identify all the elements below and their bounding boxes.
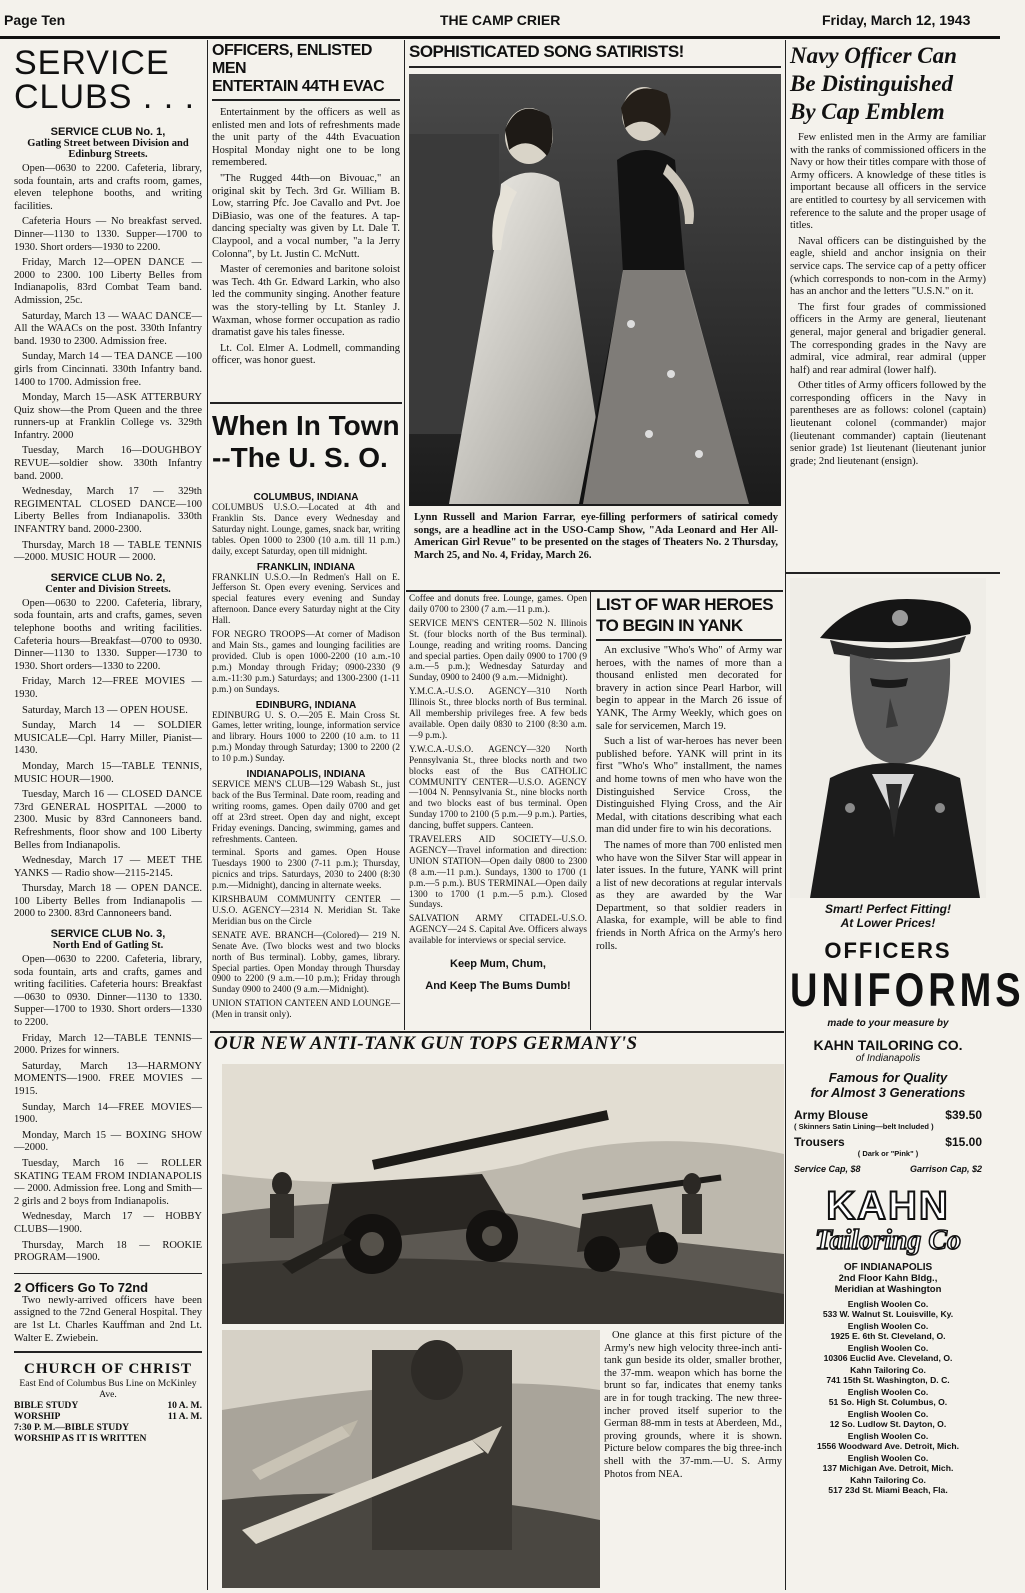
officers-72nd-article	[14, 1273, 202, 1345]
branch-name: English Woolen Co.	[847, 1453, 929, 1463]
antitank-gun-photo	[222, 1064, 784, 1324]
price-list	[790, 1108, 986, 1174]
heading-line: SERVICE	[14, 44, 170, 82]
evac-headline	[212, 42, 400, 101]
paragraph: Tuesday, March 16—DOUGHBOY REVUE—soldier show. 330th Infantry band. 2000.	[14, 445, 202, 482]
column-rule	[207, 40, 208, 1590]
officer-illustration	[790, 578, 986, 898]
branch	[790, 1409, 986, 1429]
officer-art	[790, 578, 986, 898]
navy-body	[790, 132, 986, 468]
uso-city: EDINBURG, INDIANA	[255, 699, 357, 711]
paragraph: Sunday, March 14 — TEA DANCE —100 girls from Cincinnati. 330th Infantry band. 1400 to 1700. Admission free.	[14, 351, 202, 388]
paragraph: Cafeteria Hours — No breakfast served. Dinner—1130 to 1330. Supper—1700 to 1930. Short orders—1930 to 2200.	[14, 216, 202, 253]
uso-item: FOR NEGRO TROOPS—At corner of Madison and Main Sts., games and lounging facilities are provided. Club is open 1000-2200 (10 a.m.-10 p.m.) Monday through Friday; 0900-2330 (9 a.m.-11:30 p.m.) Saturdays; and 1300-2300 (1-11 p.m.) on Sundays.	[212, 630, 400, 695]
paragraph: Master of ceremonies and baritone soloist was Tech. 4th Gr. Edward Larkin, who also led the community singing. Another feature was the story-telling by Lt. Stanley J. Waxman, whose former occupation as radio dramatist gave his tales finesse.	[212, 264, 400, 339]
paragraph: Lt. Col. Elmer A. Lodmell, commanding officer, was honor guest.	[212, 342, 400, 367]
paragraph: Wednesday, March 17 — HOBBY CLUBS—1900.	[14, 1211, 202, 1235]
branch-name: English Woolen Co.	[847, 1321, 929, 1331]
keep-mum-line: And Keep The Bums Dumb!	[425, 980, 571, 992]
headline-line: Navy Officer Can	[790, 43, 957, 68]
club2-title: SERVICE CLUB No. 2,	[50, 571, 166, 584]
paragraph: Such a list of war-heroes has never been published before. YANK will print in its first "Who's Who" installment, the names and home towns of men who have won the Distinguished Service Cross, the Distinguished Flying Cross, and the Air Medal, with citations describing what each man did under fire to win his decorations.	[596, 736, 782, 836]
paragraph: Friday, March 12—FREE MOVIES —1930.	[14, 676, 202, 700]
uso-item: FRANKLIN U.S.O.—In Redmen's Hall on E. Jefferson St. Open every evening. Services and special features every evening and Sunday afternoon. Dance every Saturday night at the City Hall.	[212, 572, 400, 627]
evac-article	[212, 42, 400, 400]
uso-item: Y.M.C.A.-U.S.O. AGENCY—310 North Illinois St., three blocks north of Bus terminal. All membership privileges free. A few beds available. Open daily 0830 to 2100 (8:30 a.m.—9 p.m.).	[409, 687, 587, 741]
paragraph: "The Rugged 44th—on Bivouac," an original skit by Tech. 3rd Gr. William B. Low, starring Pfc. Joe Cavallo and Pvt. Joe DiBiasio, was one of the features. A tap-dancing specialty was given by Lt. Dale T. Claypool, and a vocal number, "a la Jerry Colonna", by Lt. Justin C. McNutt.	[212, 172, 400, 260]
club1-title: SERVICE CLUB No. 1,	[50, 126, 166, 138]
service-cap-price: Service Cap, $8	[794, 1164, 861, 1174]
paragraph: The names of more than 700 enlisted men who have won the Silver Star will appear in later issues. In the future, YANK will print a list of new decorations at regular intervals as they are awarded by the War Department, so that soldier readers in Alaska, for example, will be able to find friends in North Africa on the Army's hero rolls.	[596, 839, 782, 952]
paragraph: Wednesday, March 17 — MEET THE YANKS — Radio show—2115-2145.	[14, 855, 202, 879]
paragraph: Monday, March 15 — BOXING SHOW—2000.	[14, 1129, 202, 1154]
club2-body	[14, 598, 202, 921]
paragraph: Saturday, March 13—HARMONY MOMENTS—1900. FREE MOVIES —1915.	[14, 1060, 202, 1097]
church-line-left: WORSHIP	[14, 1411, 61, 1423]
uso-item: terminal. Sports and games. Open House Tuesdays 1900 to 2300 (7-11 p.m.); Thursday, picnics and trips. Saturdays, 2030 to 2400 (8:30 p.m.—Midnight), dancing in alternate weeks.	[212, 848, 400, 892]
church-line	[14, 1422, 202, 1433]
branch-address: 137 Michigan Ave. Detroit, Mich.	[822, 1463, 954, 1473]
club1-subtitle: Gatling Street between Division and Edinburg Streets.	[27, 138, 189, 160]
branch-address: 12 So. Ludlow St. Dayton, O.	[829, 1419, 947, 1429]
branch-address: 1556 Woodward Ave. Detroit, Mich.	[817, 1441, 959, 1451]
branch-address: 10306 Euclid Ave. Cleveland, O.	[823, 1353, 953, 1363]
ad-address: 2nd Floor Kahn Bldg.,	[838, 1273, 938, 1284]
paragraph: Thursday, March 18 — TABLE TENNIS—2000. MUSIC HOUR — 2000.	[14, 539, 202, 564]
branch-name: Kahn Tailoring Co.	[850, 1475, 926, 1485]
column-rule	[590, 590, 591, 1030]
kahn-ad	[790, 902, 1025, 1588]
logo-tailoring: Tailoring Co	[814, 1225, 961, 1256]
branch	[790, 1453, 986, 1473]
paragraph: An exclusive "Who's Who" of Army war heroes, with the names of more than a thousand enlisted men decorated for bravery in action since Pearl Harbor, will begin to appear in the March 26 issue of YANK, The Army Weekly, which goes on sale for servicemen, March 19.	[596, 645, 782, 732]
ad-tagline: Smart! Perfect Fitting!	[824, 902, 951, 916]
branch-name: English Woolen Co.	[847, 1387, 929, 1397]
branch	[790, 1343, 986, 1363]
paragraph: Few enlisted men in the Army are familiar with the ranks of commissioned officers in the Navy or how their titles compare with those of Army officers. A knowledge of these titles is important because all officers in the service are entitled to courtesy by all servicemen with reference to the salute and the proper usage of titles.	[790, 132, 986, 232]
uso-item: KIRSHBAUM COMMUNITY CENTER —U.S.O. AGENCY—2314 N. Meridian St. Take Meridian bus on the Circle	[212, 895, 400, 927]
shells-photo	[222, 1330, 600, 1588]
paragraph: Monday, March 15—TABLE TENNIS, MUSIC HOUR—1900.	[14, 760, 202, 785]
uso-item: Y.W.C.A.-U.S.O. AGENCY—320 North Pennsylvania St., three blocks north and two blocks east of the Bus CATHOLIC COMMUNITY CENTER—U.S.O. AGENCY—1004 N. Pennsylvania St., nine blocks north and two blocks east of bus terminal. Open Sunday 1700 to 2100 (5 p.m.—9 p.m.). Parties, dancing, buffet suppers. Canteen.	[409, 744, 587, 832]
price-label: Army Blouse	[794, 1108, 869, 1122]
war-heroes-headline	[596, 594, 782, 641]
branch	[790, 1475, 986, 1495]
antitank-gun-art	[222, 1064, 784, 1324]
branch-name: English Woolen Co.	[847, 1431, 929, 1441]
satirists-headline: SOPHISTICATED SONG SATIRISTS!	[409, 42, 781, 68]
branch	[790, 1431, 986, 1451]
column-rule	[785, 40, 786, 1590]
paragraph: Thursday, March 18 — ROOKIE PROGRAM—1900.	[14, 1239, 202, 1264]
uso-item: SERVICE MEN'S CENTER—502 N. Illinois St. (four blocks north of the Bus terminal). Lounge, reading and writing rooms. Dancing and special parties. Open daily 0900 to 1700 (9 a.m.—5 p.m.); Wednesday Saturday and Sunday, 0900 to 2400 (9 a.m.—Midnight).	[409, 618, 587, 684]
club3-body	[14, 954, 202, 1265]
ad-famous: Famous for Quality	[828, 1070, 948, 1085]
headline-line: OFFICERS, ENLISTED MEN	[212, 42, 372, 77]
paragraph: Naval officers can be distinguished by the eagle, shield and anchor insignia on their service caps. The service cap of a petty officer (which corresponds to non-com in the Army) has an anchor and the letters "U.S.N." on it.	[790, 235, 986, 298]
branch-address: 741 15th St. Washington, D. C.	[826, 1375, 950, 1385]
ad-tagline: At Lower Prices!	[840, 916, 936, 930]
branch	[790, 1299, 986, 1319]
satirists-headline-wrap	[409, 42, 781, 72]
church-line	[14, 1433, 202, 1444]
ad-company: KAHN TAILORING CO.	[813, 1037, 963, 1053]
page-label: Page Ten	[4, 12, 66, 28]
paragraph: Wednesday, March 17 — 329th REGIMENTAL CLOSED DANCE—100 Liberty Belles from Indianapolis. 330th INFANTRY band. 2000-2300.	[14, 486, 202, 536]
church-name: CHURCH OF CHRIST	[24, 1361, 192, 1378]
paragraph: Open—0630 to 2200. Cafeteria, library, soda fountain, arts and crafts, games, seven telephone booths and writing facilities. Cafeteria hours—Breakfast—0700 to 0930. Dinner—1130 to 1330. Supper—1730 to 1930. Short orders—1330 to 2200.	[14, 597, 202, 672]
headline-line: ENTERTAIN 44TH EVAC	[212, 78, 385, 95]
uso-heading	[212, 410, 402, 488]
branch	[790, 1365, 986, 1385]
church-line-left: WORSHIP AS IT IS WRITTEN	[14, 1433, 147, 1445]
ad-officers: OFFICERS	[824, 938, 952, 963]
paper-name: THE CAMP CRIER	[440, 12, 561, 28]
church-line-right: 10 A. M.	[167, 1400, 202, 1412]
ad-city-small: of Indianapolis	[855, 1053, 921, 1064]
branch-address: 533 W. Walnut St. Louisville, Ky.	[822, 1309, 954, 1319]
column-rule	[404, 40, 405, 1030]
paragraph: Tuesday, March 16 — CLOSED DANCE 73rd GENERAL HOSPITAL —2000 to 2300. Music by 83rd Cannoneers band. Refreshments, floor show and 100 Liberty Belles from Indianapolis.	[14, 789, 202, 851]
satirists-photo-art	[409, 74, 781, 506]
headline-line: By Cap Emblem	[790, 99, 945, 124]
club2-subtitle: Center and Division Streets.	[45, 583, 171, 595]
headline-line: LIST OF WAR HEROES	[596, 595, 774, 614]
uso-item: SALVATION ARMY CITADEL-U.S.O. AGENCY—24 S. Capital Ave. Officers always available for interviews or special service.	[409, 914, 587, 947]
antitank-caption: One glance at this first picture of the Army's new high velocity three-inch anti-tank gun beside its older, smaller brother, the 37-mm. weapon which has borne the brunt so far, indicates that enemy tanks are in for tough tracking. The new three-incher proved itself superior to the German 88-mm in tests at Aberdeen, Md., proving grounds, where it is shown. Picture below compares the big three-inch shell with the 37-mm.—U. S. Army Photos from NEA.	[604, 1330, 782, 1480]
branch-name: English Woolen Co.	[847, 1343, 929, 1353]
church-line-left: 7:30 P. M.—BIBLE STUDY	[14, 1422, 130, 1434]
uso-column-2	[409, 594, 587, 947]
service-clubs-heading	[14, 46, 202, 114]
church-notice	[14, 1351, 202, 1444]
branch-list	[790, 1299, 986, 1495]
branch-name: English Woolen Co.	[847, 1299, 929, 1309]
headline-line: Be Distinguished	[790, 71, 953, 96]
keep-mum-line: Keep Mum, Chum,	[450, 958, 546, 970]
ad-uniforms: UNIFORMS	[790, 964, 1025, 1018]
uso-city: FRANKLIN, INDIANA	[256, 561, 356, 573]
paragraph: Friday, March 12—OPEN DANCE —2000 to 2300. 100 Liberty Belles from Indianapolis, 83rd Combat Team band. Admission, 25c.	[14, 257, 202, 306]
satirists-photo	[409, 74, 781, 506]
kahn-logo	[790, 1186, 986, 1256]
heading-line: CLUBS . . .	[14, 78, 196, 116]
uso-heading-line: --The U. S. O.	[212, 442, 388, 473]
section-rule	[406, 590, 783, 592]
ad-rule	[786, 572, 1000, 574]
paragraph: Saturday, March 13 — WAAC DANCE—All the WAACs on the post. 330th Infantry band. 1930 to 2300. Admission free.	[14, 310, 202, 347]
cap-prices	[794, 1164, 982, 1174]
paragraph: Monday, March 15—ASK ATTERBURY Quiz show—the Prom Queen and the three runners-up at Franklin College vs. 329th Infantry. 2000	[14, 392, 202, 441]
service-clubs-column	[14, 46, 202, 1590]
paragraph: Thursday, March 18 — OPEN DANCE. 100 Liberty Belles from Indianapolis — 2000 to 2300. 83rd Cannoneers band.	[14, 883, 202, 920]
church-line	[14, 1411, 202, 1422]
navy-article	[790, 42, 986, 467]
masthead	[0, 0, 1000, 39]
branch-address: 1925 E. 6th St. Cleveland, O.	[830, 1331, 946, 1341]
antitank-headline: OUR NEW ANTI-TANK GUN TOPS GERMANY'S	[214, 1033, 638, 1054]
branch-name: English Woolen Co.	[847, 1409, 929, 1419]
war-heroes-article	[596, 594, 782, 1030]
branch-address: 517 23d St. Miami Beach, Fla.	[828, 1485, 948, 1495]
club3-title: SERVICE CLUB No. 3,	[50, 928, 166, 941]
issue-date: Friday, March 12, 1943	[822, 12, 971, 28]
section-rule	[210, 402, 402, 404]
paragraph: Open—0630 to 2200. Cafeteria, library, soda fountain, arts and crafts, games and writing facilities. Cafeteria hours: Breakfast—0630 to 0930. Dinner—1130 to 1330. Supper—1700 to 1930. Short orders—1330 to 2200.	[14, 954, 202, 1029]
ad-city: OF INDIANAPOLIS	[843, 1262, 933, 1273]
officers-72nd-headline: 2 Officers Go To 72nd	[14, 1279, 149, 1295]
paragraph: The first four grades of commissioned officers in the Army are general, lieutenant general, major general and brigadier general. The corresponding grades in the Navy are admiral, vice admiral, rear admiral (upper half) and rear admiral (lower half).	[790, 301, 986, 376]
uso-item: COLUMBUS U.S.O.—Located at 4th and Franklin Sts. Dance every Wednesday and Saturday night. Lounge, games, snack bar, writing tables. Open 1000 to 2300 (10 a.m. till 11 p.m.) daily, except Saturday, open till midnight.	[212, 503, 400, 557]
keep-mum-box	[409, 952, 587, 1024]
uso-item: EDINBURG U. S. O.—205 E. Main Cross St. Games, letter writing, lounge, information service and library. Hours 1000 to 2200 (10 a.m. to 11 p.m.) Monday through Saturday; 1300 to 2200 (2 to 10 p.m.) Sunday.	[212, 710, 400, 765]
branch	[790, 1321, 986, 1341]
navy-headline	[790, 42, 986, 126]
church-line	[14, 1400, 202, 1411]
headline-line: TO BEGIN IN YANK	[596, 616, 743, 635]
garrison-cap-price: Garrison Cap, $2	[909, 1164, 982, 1174]
branch-address: 51 So. High St. Columbus, O.	[828, 1397, 948, 1407]
branch-name: Kahn Tailoring Co.	[850, 1365, 926, 1375]
price-note: ( Dark or "Pink" )	[857, 1149, 919, 1158]
price-value: $15.00	[945, 1135, 982, 1149]
church-location: East End of Columbus Bus Line on McKinley Ave.	[19, 1378, 197, 1401]
price-label: Trousers	[794, 1135, 845, 1149]
uso-item: TRAVELERS AID SOCIETY—U.S.O. AGENCY—Travel information and direction: UNION STATION—Open daily 0800 to 2300 (8 a.m.—11 p.m.). Sundays, 1300 to 1700 (1 p.m.—5 p.m.). BUS TERMINAL—Open daily 1300 to 1700 (1 p.m.—5 p.m.). Closed Sundays.	[409, 835, 587, 911]
uso-city: COLUMBUS, INDIANA	[253, 492, 359, 503]
ad-famous: for Almost 3 Generations	[810, 1085, 966, 1100]
paragraph: Open—0630 to 2200. Cafeteria, library, soda fountain, arts and crafts room, games, eleven telephone booths, and writing facilities.	[14, 163, 202, 212]
uso-item: UNION STATION CANTEEN AND LOUNGE—(Men in transit only).	[212, 999, 400, 1021]
uso-item: SENATE AVE. BRANCH—(Colored)— 219 N. Senate Ave. (Two blocks west and two blocks north of Bus terminal). Lobby, games, library. Special parties. Open Monday through Thursday 0900 to 2200 (9 a.m.—10 p.m.); Friday through Sunday 0900 to 2400 (9 a.m.—Midnight).	[212, 930, 400, 996]
club3-subtitle: North End of Gatling St.	[52, 940, 164, 952]
price-row	[794, 1108, 982, 1122]
war-heroes-body	[596, 645, 782, 953]
church-line-left: BIBLE STUDY	[14, 1400, 79, 1412]
uso-city: INDIANAPOLIS, INDIANA	[246, 769, 366, 781]
officers-72nd-body-wrap	[14, 1295, 202, 1345]
paragraph: Other titles of Army officers followed by the corresponding officers in the Navy in parentheses are as follows: colonel (captain) lieutenant colonel (commander) major (lieutenant commander) captain (lieutenant senior grade) 1st lieutenant (lieutenant junior grade; 2nd lieutenant (ensign).	[790, 380, 986, 467]
branch	[790, 1387, 986, 1407]
uso-item: Coffee and donuts free. Lounge, games. Open daily 0700 to 2300 (7 a.m.—11 p.m.).	[409, 594, 587, 615]
price-value: $39.50	[945, 1108, 982, 1122]
paragraph: Sunday, March 14 — SOLDIER MUSICALE—Cpl. Harry Miller, Pianist—1430.	[14, 720, 202, 757]
logo-kahn: KAHN	[826, 1184, 950, 1228]
ad-made-to-measure: made to your measure by	[827, 1018, 949, 1029]
ad-address: Meridian at Washington	[834, 1284, 942, 1295]
paragraph: Sunday, March 14—FREE MOVIES—1900.	[14, 1101, 202, 1126]
price-note: ( Skinners Satin Lining—belt Included )	[794, 1122, 934, 1131]
church-line-right: 11 A. M.	[167, 1411, 202, 1423]
price-row	[794, 1135, 982, 1149]
uso-heading-line: When In Town	[212, 410, 400, 441]
officers-72nd-body: Two newly-arrived officers have been assigned to the 72nd General Hospital. They are 1st Lt. Charles Kauffman and 2nd Lt. Walter E. Zwiebein.	[14, 1294, 202, 1344]
paragraph: Tuesday, March 16 — ROLLER SKATING TEAM FROM INDIANAPOLIS — 2000. Admission free. Long and Smith—2 girls and 2 boys from Indianapolis.	[14, 1157, 202, 1207]
satirists-caption: Lynn Russell and Marion Farrar, eye-filling performers of satirical comedy songs, are a headline act in the USO-Camp Show, "Ada Leonard and Her All-American Girl Revue" to be presented on the stages of Theaters No. 2 Thursday, March 25, and No. 4, Friday, March 26.	[414, 512, 778, 561]
club1-body	[14, 163, 202, 565]
antitank-headline-wrap	[214, 1034, 784, 1064]
paragraph: Friday, March 12—TABLE TENNIS—2000. Prizes for winners.	[14, 1032, 202, 1057]
shells-art	[222, 1330, 600, 1588]
paragraph: Saturday, March 13 — OPEN HOUSE.	[22, 704, 188, 716]
uso-item: SERVICE MEN'S CLUB—129 Wabash St., just back of the Bus Terminal. Date room, reading and writing rooms, games. Open daily 0700 and get off at 23rd street. Open day and night, except Friday evenings. Dancing, swimming, games and refreshments. Canteen.	[212, 780, 400, 845]
antitank-caption-wrap	[604, 1330, 782, 1588]
evac-body	[212, 107, 400, 368]
paragraph: Entertainment by the officers as well as enlisted men and lots of refreshments made the unit party of the 44th Evacuation Hospital Monday night one to be long remembered.	[212, 107, 400, 169]
uso-column-1	[212, 488, 400, 1030]
